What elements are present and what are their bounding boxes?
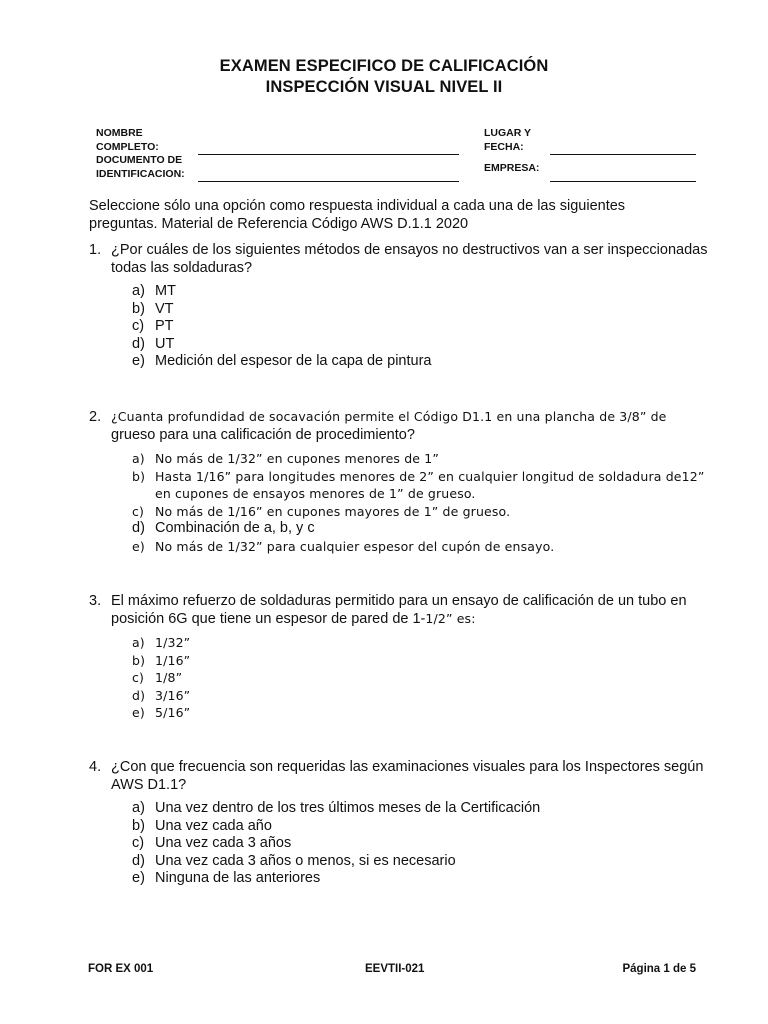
option-label: e) <box>132 870 145 886</box>
option-label: a) <box>132 635 145 650</box>
option-text: 1/8” <box>155 670 183 685</box>
option-label: e) <box>132 538 145 554</box>
option-label: d) <box>132 687 146 703</box>
question-number: 1. <box>89 242 102 258</box>
exam-title: EXAMEN ESPECIFICO DE CALIFICACIÓN <box>219 57 549 75</box>
option-label: d) <box>132 852 145 869</box>
question-text: ¿Por cuáles de los siguientes métodos de ensayos no destructivos van a ser inspeccionadas todas las soldaduras? <box>111 242 708 276</box>
option-label: c) <box>132 835 145 851</box>
option-text: Ninguna de las anteriores <box>155 870 321 886</box>
nombre-label <box>96 127 159 154</box>
form-code: FOR EX 001 <box>88 963 154 975</box>
question-text-part2: grueso para una calificación de procedimiento? <box>111 427 415 443</box>
options-list <box>132 450 709 555</box>
question-number: 2. <box>89 409 102 425</box>
option-text: No más de 1/16” en cupones mayores de 1” de grueso. <box>155 503 511 519</box>
question-number: 4. <box>89 759 102 775</box>
option-a[interactable] <box>132 450 709 468</box>
option-e[interactable] <box>132 538 709 556</box>
option-d[interactable] <box>132 853 709 871</box>
option-text: Una vez cada 3 años <box>155 835 292 851</box>
question-number: 3. <box>89 593 102 609</box>
option-text: 1/16” <box>155 652 191 668</box>
option-b[interactable] <box>132 818 709 836</box>
option-a[interactable] <box>132 800 709 818</box>
documento-field[interactable] <box>198 181 459 182</box>
option-text: 3/16” <box>155 687 191 703</box>
lugar-fecha-field[interactable] <box>550 154 696 155</box>
option-label: a) <box>132 283 145 299</box>
question-3 <box>89 592 709 722</box>
option-label: a) <box>132 451 145 466</box>
empresa-field[interactable] <box>550 181 696 182</box>
question-text-part1: El máximo refuerzo de soldaduras permitido para un ensayo de calificación de un tubo en posición 6G que tiene un espesor de pared de 1- <box>111 593 687 627</box>
exam-subtitle: INSPECCIÓN VISUAL NIVEL II <box>265 78 503 96</box>
page-number: Página 1 de 5 <box>622 963 696 975</box>
option-text: MT <box>155 283 176 299</box>
question-text-part2: 1/2” es: <box>425 611 476 626</box>
document-code: EEVTII-021 <box>365 963 425 975</box>
option-a[interactable] <box>132 634 709 652</box>
option-text: Hasta 1/16” para longitudes menores de 2” en cualquier longitud de soldadura de12” en cupones de ensayos menores de 1” de grueso. <box>155 468 705 501</box>
option-text: No más de 1/32” en cupones menores de 1” <box>155 451 439 466</box>
option-b[interactable] <box>132 301 709 319</box>
lugar-fecha-label <box>484 127 531 154</box>
question-4 <box>89 758 709 888</box>
question-text <box>111 592 709 628</box>
option-c[interactable] <box>132 669 709 687</box>
nombre-field[interactable] <box>198 154 459 155</box>
nombre-label-line1: NOMBRE <box>96 127 143 139</box>
option-label: d) <box>132 335 145 352</box>
option-label: d) <box>132 520 145 536</box>
documento-label-line2: IDENTIFICACION: <box>96 167 185 180</box>
question-text-part1: ¿Cuanta profundidad de socavación permite el Código D1.1 en una plancha de 3/8” de <box>111 409 667 424</box>
option-e[interactable] <box>132 704 709 722</box>
option-label: c) <box>132 670 145 685</box>
option-c[interactable] <box>132 503 709 521</box>
options-list <box>132 634 709 722</box>
instructions: Seleccione sólo una opción como respuesta individual a cada una de las siguientes preguntas. Material de Referencia Código AWS D.1.1 2020 <box>89 198 626 232</box>
documento-label <box>96 154 185 181</box>
option-text: Una vez cada 3 años o menos, si es necesario <box>155 852 456 869</box>
option-text: No más de 1/32” para cualquier espesor del cupón de ensayo. <box>155 538 555 554</box>
option-b[interactable] <box>132 652 709 670</box>
option-c[interactable] <box>132 835 709 853</box>
option-text: Una vez dentro de los tres últimos meses de la Certificación <box>155 800 541 816</box>
empresa-label: EMPRESA: <box>484 162 540 174</box>
question-1 <box>89 241 709 371</box>
option-label: b) <box>132 468 146 484</box>
options-list <box>132 800 709 888</box>
option-text: UT <box>155 335 175 352</box>
option-a[interactable] <box>132 283 709 301</box>
option-text: 5/16” <box>155 705 191 720</box>
option-text: Medición del espesor de la capa de pintura <box>155 353 432 369</box>
option-b[interactable] <box>132 468 709 503</box>
option-label: b) <box>132 300 145 317</box>
lugar-label-line2: FECHA: <box>484 140 524 153</box>
option-d[interactable] <box>132 520 709 538</box>
option-label: e) <box>132 353 145 369</box>
option-e[interactable] <box>132 870 709 888</box>
option-label: c) <box>132 503 145 519</box>
nombre-label-line2: COMPLETO: <box>96 140 159 153</box>
question-text <box>111 408 709 444</box>
options-list <box>132 283 709 371</box>
option-d[interactable] <box>132 336 709 354</box>
option-label: c) <box>132 318 145 334</box>
option-label: a) <box>132 800 145 816</box>
documento-label-line1: DOCUMENTO DE <box>96 154 183 166</box>
option-label: b) <box>132 817 145 834</box>
option-text: 1/32” <box>155 635 191 650</box>
option-text: VT <box>155 300 174 317</box>
option-text: Combinación de a, b, y c <box>155 520 315 536</box>
option-text: PT <box>155 318 174 334</box>
option-label: b) <box>132 652 146 668</box>
option-label: e) <box>132 705 145 720</box>
option-c[interactable] <box>132 318 709 336</box>
question-2 <box>89 408 709 555</box>
option-d[interactable] <box>132 687 709 705</box>
lugar-label-line1: LUGAR Y <box>484 127 532 139</box>
question-text: ¿Con que frecuencia son requeridas las examinaciones visuales para los Inspectores según AWS D1.1? <box>111 759 704 793</box>
option-text: Una vez cada año <box>155 817 272 834</box>
option-e[interactable] <box>132 353 709 371</box>
